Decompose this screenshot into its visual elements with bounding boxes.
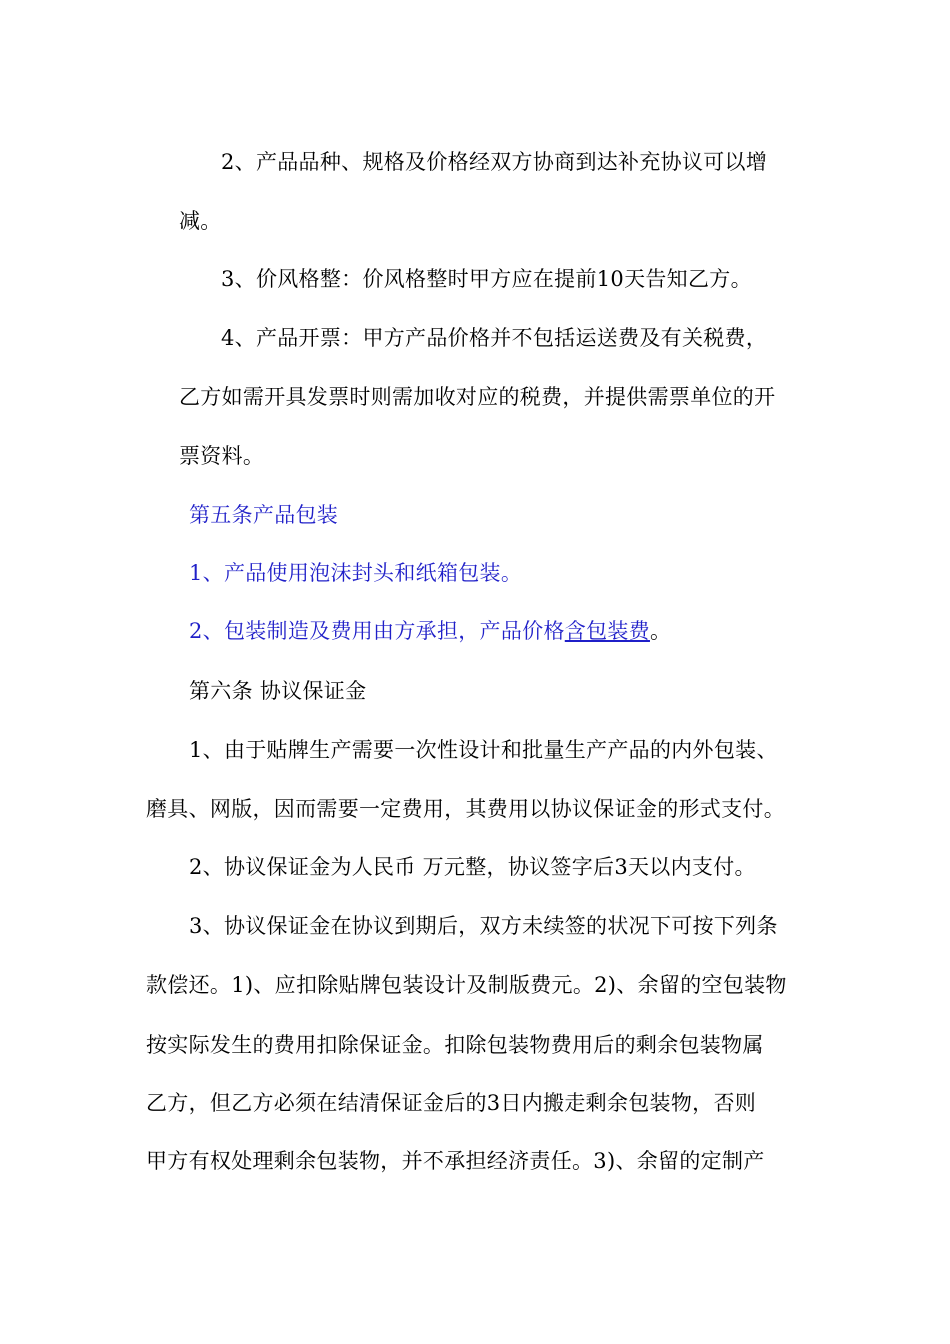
paragraph-line: 乙方如需开具发票时则需加收对应的税费，并提供需票单位的开 xyxy=(179,385,776,409)
paragraph-line: 3、协议保证金在协议到期后，双方未续签的状况下可按下列条 xyxy=(189,914,778,938)
paragraph-line: 1、产品使用泡沫封头和纸箱包装。 xyxy=(189,561,523,585)
paragraph-text: 2、包装制造及费用由方承担，产品价格 xyxy=(189,619,565,643)
paragraph-line: 2、产品品种、规格及价格经双方协商到达补充协议可以增 xyxy=(221,150,768,174)
paragraph-text: 。 xyxy=(649,619,672,643)
paragraph-line: 票资料。 xyxy=(179,444,265,468)
paragraph-line: 4、产品开票：甲方产品价格并不包括运送费及有关税费， xyxy=(221,326,768,350)
paragraph-line: 3、价风格整：价风格整时甲方应在提前10天告知乙方。 xyxy=(221,267,752,291)
paragraph-line: 款偿还。1)、应扣除贴牌包装设计及制版费元。2)、余留的空包装物 xyxy=(146,973,787,997)
paragraph-line: 甲方有权处理剩余包装物，并不承担经济责任。3)、余留的定制产 xyxy=(146,1149,765,1173)
paragraph-line xyxy=(189,616,671,646)
paragraph-line: 按实际发生的费用扣除保证金。扣除包装物费用后的剩余包装物属 xyxy=(146,1033,764,1057)
paragraph-line: 减。 xyxy=(179,209,222,233)
section-heading: 第六条 协议保证金 xyxy=(189,679,367,703)
paragraph-line: 乙方，但乙方必须在结清保证金后的3日内搬走剩余包装物，否则 xyxy=(146,1091,757,1115)
packaging-fee-link[interactable]: 含包装费 xyxy=(564,619,650,643)
paragraph-line: 1、由于贴牌生产需要一次性设计和批量生产产品的内外包装、 xyxy=(189,738,778,762)
paragraph-line: 2、协议保证金为人民币 万元整，协议签字后3天以内支付。 xyxy=(189,855,756,879)
paragraph-line: 磨具、网版，因而需要一定费用，其费用以协议保证金的形式支付。 xyxy=(146,797,785,821)
section-heading: 第五条产品包装 xyxy=(189,503,339,527)
